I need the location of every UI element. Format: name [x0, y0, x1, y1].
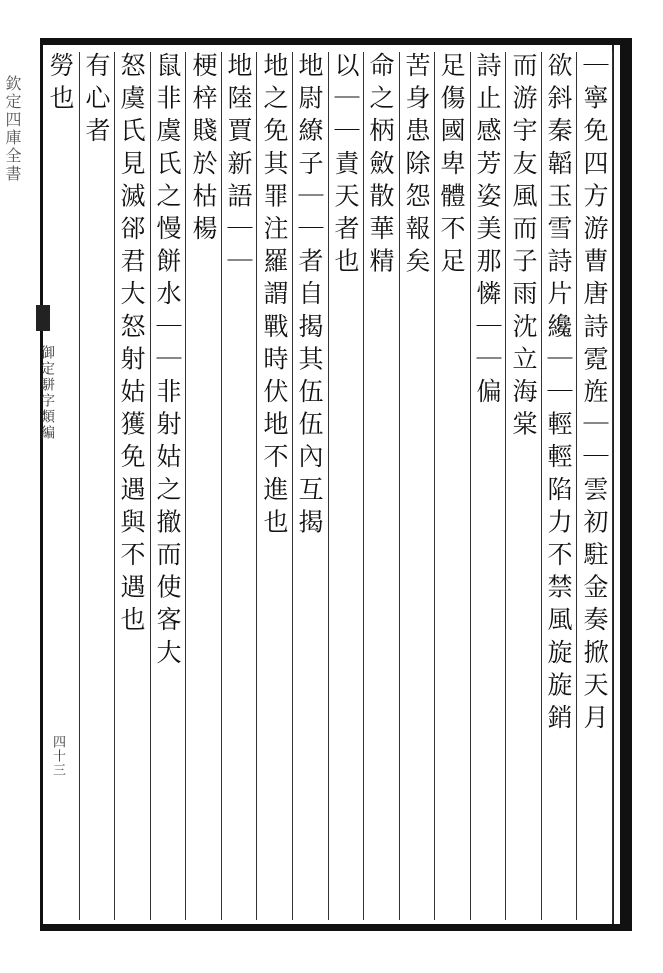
frame-top-border — [40, 38, 632, 45]
column-rule — [363, 52, 364, 920]
column-rule — [114, 52, 115, 920]
column-rule — [256, 52, 257, 920]
text-column: 梗梓賤於枯楊 — [189, 52, 218, 248]
text-column: 怒虞氏見滅郤君大怒射姑獲免遇與不遇也 — [117, 52, 146, 639]
text-column: 命之柄斂散華精 — [366, 52, 395, 281]
text-column: 欲斜秦韜玉雪詩片纔｜｜輕輕陷力不禁風旋旋銷 — [544, 52, 573, 737]
folio-number: 四十三 — [50, 735, 65, 777]
column-rule — [470, 52, 471, 920]
text-column: 以｜｜責天者也 — [331, 52, 360, 281]
text-column: 勞也 — [46, 52, 75, 118]
text-column: 有心者 — [82, 52, 111, 150]
text-column: 地尉繚子｜｜者自揭其伍伍內互揭 — [295, 52, 324, 541]
edition-title: 欽定四庫全書 — [3, 75, 22, 183]
text-column: ｜寧免四方游曹唐詩霓旌｜｜雲初駐金奏掀天月 — [580, 52, 609, 737]
text-column: 地陸賈新語｜｜ — [224, 52, 253, 281]
text-columns — [43, 52, 612, 920]
column-rule — [221, 52, 222, 920]
column-rule — [328, 52, 329, 920]
text-column: 鼠非虞氏之慢餅水｜｜非射姑之撤而使客大 — [153, 52, 182, 672]
column-rule — [541, 52, 542, 920]
frame-bottom-border — [40, 924, 632, 931]
column-rule — [79, 52, 80, 920]
column-rule — [150, 52, 151, 920]
text-column: 地之免其罪注羅謂戰時伏地不進也 — [260, 52, 289, 541]
text-column: 詩止感芳姿美那憐｜｜偏 — [473, 52, 502, 411]
column-rule — [612, 52, 613, 920]
column-rule — [185, 52, 186, 920]
column-rule — [399, 52, 400, 920]
column-rule — [505, 52, 506, 920]
text-column: 苦身患除怨報矣 — [402, 52, 431, 281]
column-rule — [576, 52, 577, 920]
book-title: 御定駢字類編 — [39, 345, 55, 441]
column-rule — [434, 52, 435, 920]
text-column: 而游宇友風而子雨沈立海棠 — [509, 52, 538, 444]
column-rule — [292, 52, 293, 920]
text-column: 足傷國卑體不足 — [437, 52, 466, 281]
frame-right-border — [620, 38, 632, 931]
